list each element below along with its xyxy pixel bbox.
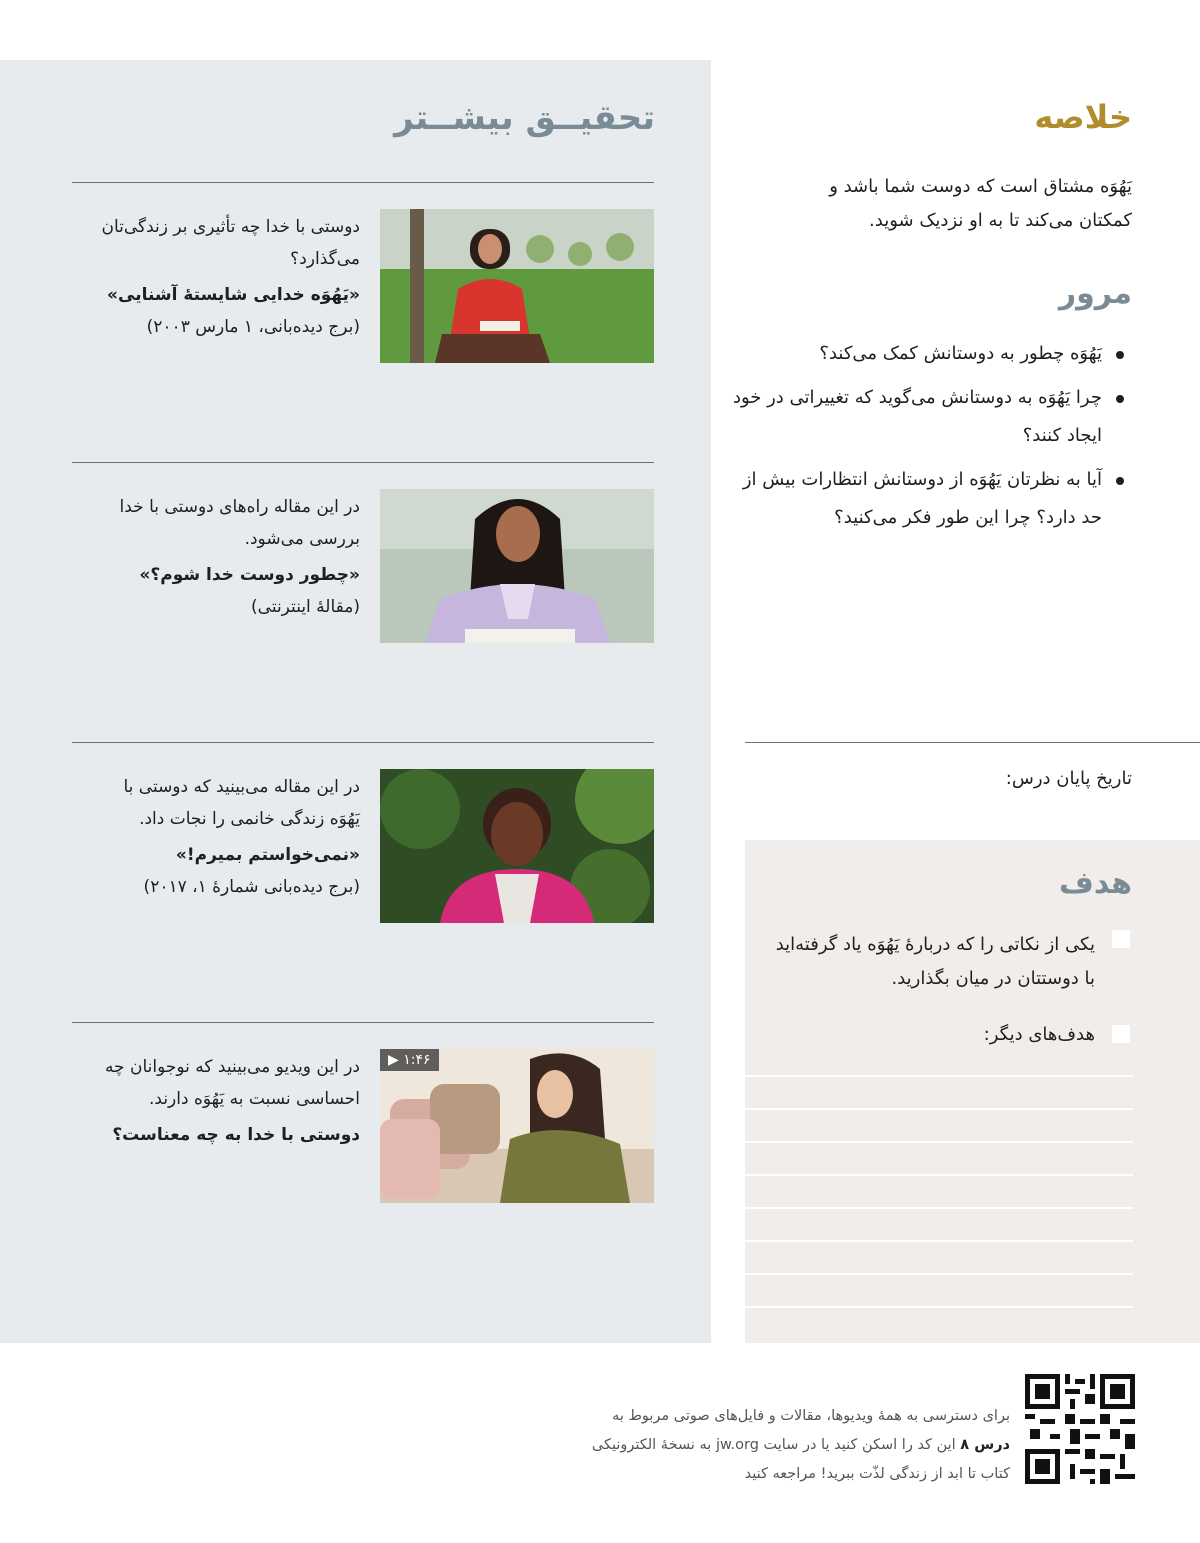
writing-line[interactable] bbox=[745, 1141, 1133, 1143]
item-description: در این مقاله می‌بینید که دوستی با یَهُوَه زندگی خانمی را نجات داد. bbox=[123, 777, 360, 829]
footer-line: برای دسترسی به همهٔ ویدیوها، مقالات و فایل‌های صوتی مربوط به bbox=[612, 1408, 1010, 1424]
woman-under-tree-image[interactable] bbox=[380, 209, 654, 363]
research-item[interactable] bbox=[72, 769, 654, 925]
goal-title: هدف bbox=[1059, 866, 1132, 901]
writing-line[interactable] bbox=[745, 1174, 1133, 1176]
item-description: در این ویدیو می‌بینید که نوجوانان چه احساسی نسبت به یَهُوَه دارند. bbox=[104, 1057, 360, 1109]
footer-line: این کد را اسکن کنید یا در سایت jw.org به نسخهٔ الکترونیکی bbox=[591, 1437, 956, 1453]
item-link-title[interactable]: «نمی‌خواستم بمیرم!» bbox=[175, 845, 360, 865]
review-title: مرور bbox=[1058, 276, 1132, 311]
divider bbox=[72, 462, 654, 463]
item-link-title[interactable]: «یَهُوَه خدایی شایستهٔ آشنایی» bbox=[107, 285, 360, 305]
research-item[interactable] bbox=[72, 209, 654, 365]
item-source: (برج دیده‌بانی شمارهٔ ۱، ۲۰۱۷) bbox=[143, 877, 360, 897]
writing-line[interactable] bbox=[745, 1306, 1133, 1308]
item-source: (مقالهٔ اینترنتی) bbox=[251, 597, 360, 617]
smiling-woman-image[interactable] bbox=[380, 769, 654, 923]
footer-note bbox=[490, 1402, 1010, 1489]
divider bbox=[72, 182, 654, 183]
footer-lesson: درس ۸ bbox=[960, 1437, 1010, 1453]
woman-reading-image[interactable] bbox=[380, 489, 654, 643]
item-link-title[interactable]: «چطور دوست خدا شوم؟» bbox=[139, 565, 360, 585]
writing-line[interactable] bbox=[745, 1108, 1133, 1110]
writing-line[interactable] bbox=[745, 1207, 1133, 1209]
review-question: آیا به نظرتان یَهُوَه از دوستانش انتظارات بیش از حد دارد؟ چرا این طور فکر می‌کنید؟ bbox=[722, 461, 1102, 537]
girl-praying-video-thumbnail[interactable] bbox=[380, 1049, 654, 1203]
writing-line[interactable] bbox=[745, 1075, 1133, 1077]
divider bbox=[72, 1022, 654, 1023]
goal-box bbox=[745, 840, 1200, 1343]
goal-item: یکی از نکاتی را که دربارهٔ یَهُوَه یاد گرفته‌اید با دوستتان در میان بگذارید. bbox=[775, 934, 1095, 989]
video-duration-badge: ▶ ۱:۴۶ bbox=[380, 1049, 439, 1071]
research-item[interactable] bbox=[72, 489, 654, 645]
footer-book-title: کتاب تا ابد از زندگی لذّت ببرید! bbox=[820, 1466, 1010, 1482]
summary-text: یَهُوَه مشتاق است که دوست شما باشد و کمکتان می‌کند تا به او نزدیک شوید. bbox=[829, 176, 1132, 231]
goal-checkbox[interactable] bbox=[1112, 1025, 1130, 1043]
writing-line[interactable] bbox=[745, 1273, 1133, 1275]
review-question: یَهُوَه چطور به دوستانش کمک می‌کند؟ bbox=[722, 335, 1102, 373]
item-description: دوستی با خدا چه تأثیری بر زندگی‌تان می‌گذارد؟ bbox=[101, 217, 360, 269]
goal-item: هدف‌های دیگر: bbox=[983, 1024, 1095, 1045]
qr-code[interactable] bbox=[1025, 1374, 1135, 1484]
item-source: (برج دیده‌بانی، ۱ مارس ۲۰۰۳) bbox=[146, 317, 360, 337]
lesson-end-date-label: تاریخ پایان درس: bbox=[1005, 768, 1132, 789]
review-question: چرا یَهُوَه به دوستانش می‌گوید که تغییراتی در خود ایجاد کنند؟ bbox=[722, 379, 1102, 455]
item-description: در این مقاله راه‌های دوستی با خدا بررسی می‌شود. bbox=[119, 497, 360, 549]
divider bbox=[72, 742, 654, 743]
review-list bbox=[722, 335, 1132, 543]
divider bbox=[745, 742, 1200, 743]
research-item[interactable] bbox=[72, 1049, 654, 1205]
writing-line[interactable] bbox=[745, 1240, 1133, 1242]
footer-line: مراجعه کنید bbox=[744, 1466, 817, 1482]
research-title: تحقیــق بیشــتر bbox=[394, 98, 655, 138]
goal-checkbox[interactable] bbox=[1112, 930, 1130, 948]
item-link-title[interactable]: دوستی با خدا به چه معناست؟ bbox=[112, 1125, 360, 1145]
summary-title: خلاصه bbox=[1034, 98, 1132, 136]
